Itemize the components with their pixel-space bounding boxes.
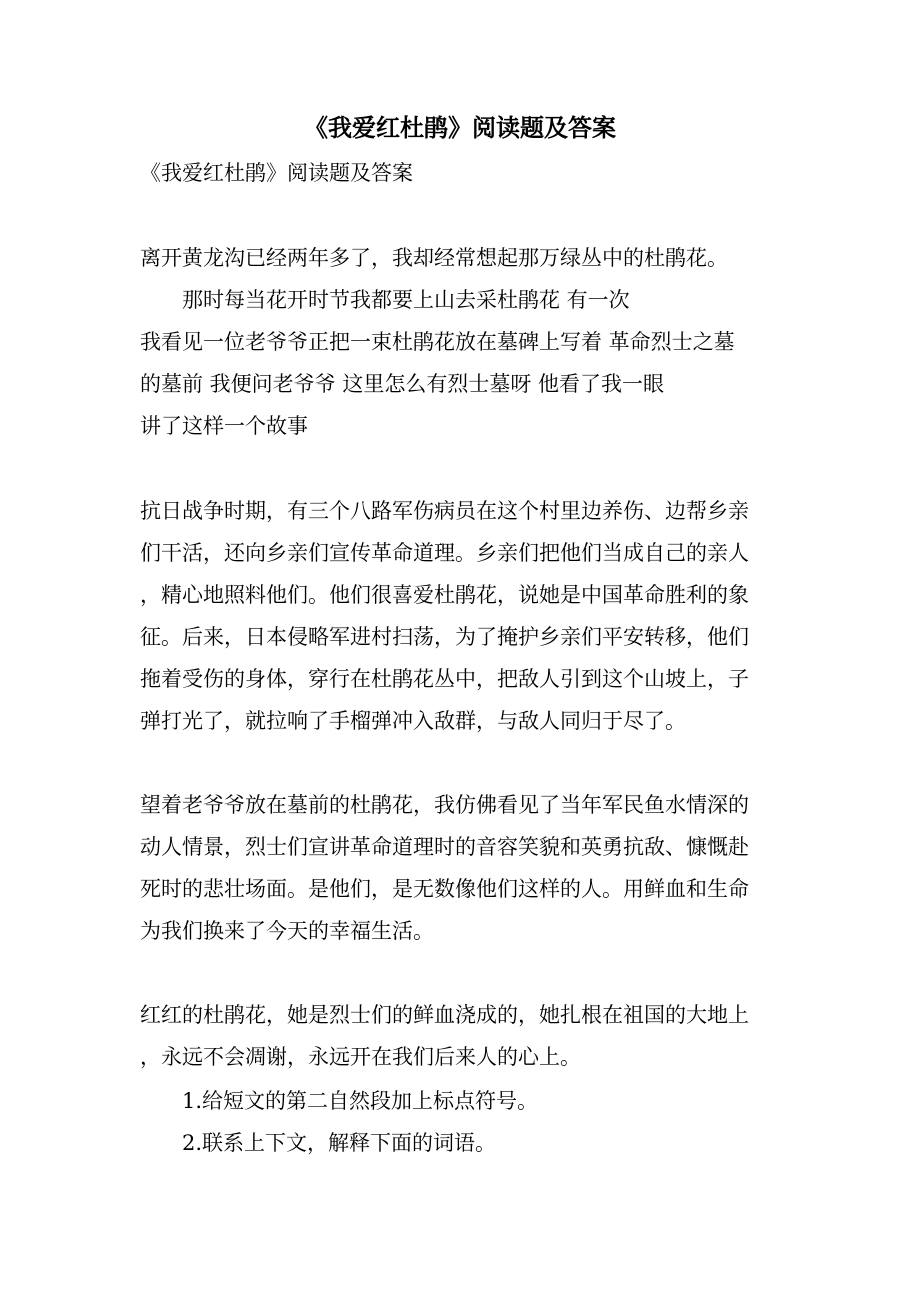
document-subtitle: 《我爱红杜鹃》阅读题及答案	[140, 161, 413, 185]
text-line: 死时的悲壮场面。是他们，是无数像他们这样的人。用鲜血和生命	[140, 877, 749, 901]
text-line: 动人情景，烈士们宣讲革命道理时的音容笑貌和英勇抗敌、慷慨赴	[140, 835, 749, 859]
text-line: ，永远不会凋谢，永远开在我们后来人的心上。	[140, 1045, 581, 1069]
text-line: 们干活，还向乡亲们宣传革命道理。乡亲们把他们当成自己的亲人	[140, 541, 749, 565]
text-line: ，精心地照料他们。他们很喜爱杜鹃花，说她是中国革命胜利的象	[140, 583, 749, 607]
text-line: 望着老爷爷放在墓前的杜鹃花，我仿佛看见了当年军民鱼水情深的	[140, 793, 749, 817]
text-line: 拖着受伤的身体，穿行在杜鹃花丛中，把敌人引到这个山坡上，子	[140, 667, 749, 691]
text-line: 离开黄龙沟已经两年多了，我却经常想起那万绿丛中的杜鹃花。	[140, 246, 728, 270]
text-line: 弹打光了，就拉响了手榴弹冲入敌群，与敌人同归于尽了。	[140, 709, 686, 733]
text-line: 的墓前 我便问老爷爷 这里怎么有烈士墓呀 他看了我一眼	[140, 372, 665, 396]
text-line: 我看见一位老爷爷正把一束杜鹃花放在墓碑上写着 革命烈士之墓	[140, 330, 735, 354]
question-2: 2.联系上下文，解释下面的词语。	[182, 1131, 497, 1155]
text-line: 讲了这样一个故事	[140, 414, 308, 438]
text-line: 征。后来，日本侵略军进村扫荡，为了掩护乡亲们平安转移，他们	[140, 625, 749, 649]
question-1: 1.给短文的第二自然段加上标点符号。	[182, 1089, 539, 1113]
text-line: 那时每当花开时节我都要上山去采杜鹃花 有一次	[182, 288, 630, 312]
text-line: 为我们换来了今天的幸福生活。	[140, 919, 434, 943]
text-line: 抗日战争时期，有三个八路军伤病员在这个村里边养伤、边帮乡亲	[140, 499, 749, 523]
document-title: 《我爱红杜鹃》阅读题及答案	[304, 113, 616, 142]
text-line: 红红的杜鹃花，她是烈士们的鲜血浇成的，她扎根在祖国的大地上	[140, 1003, 749, 1027]
